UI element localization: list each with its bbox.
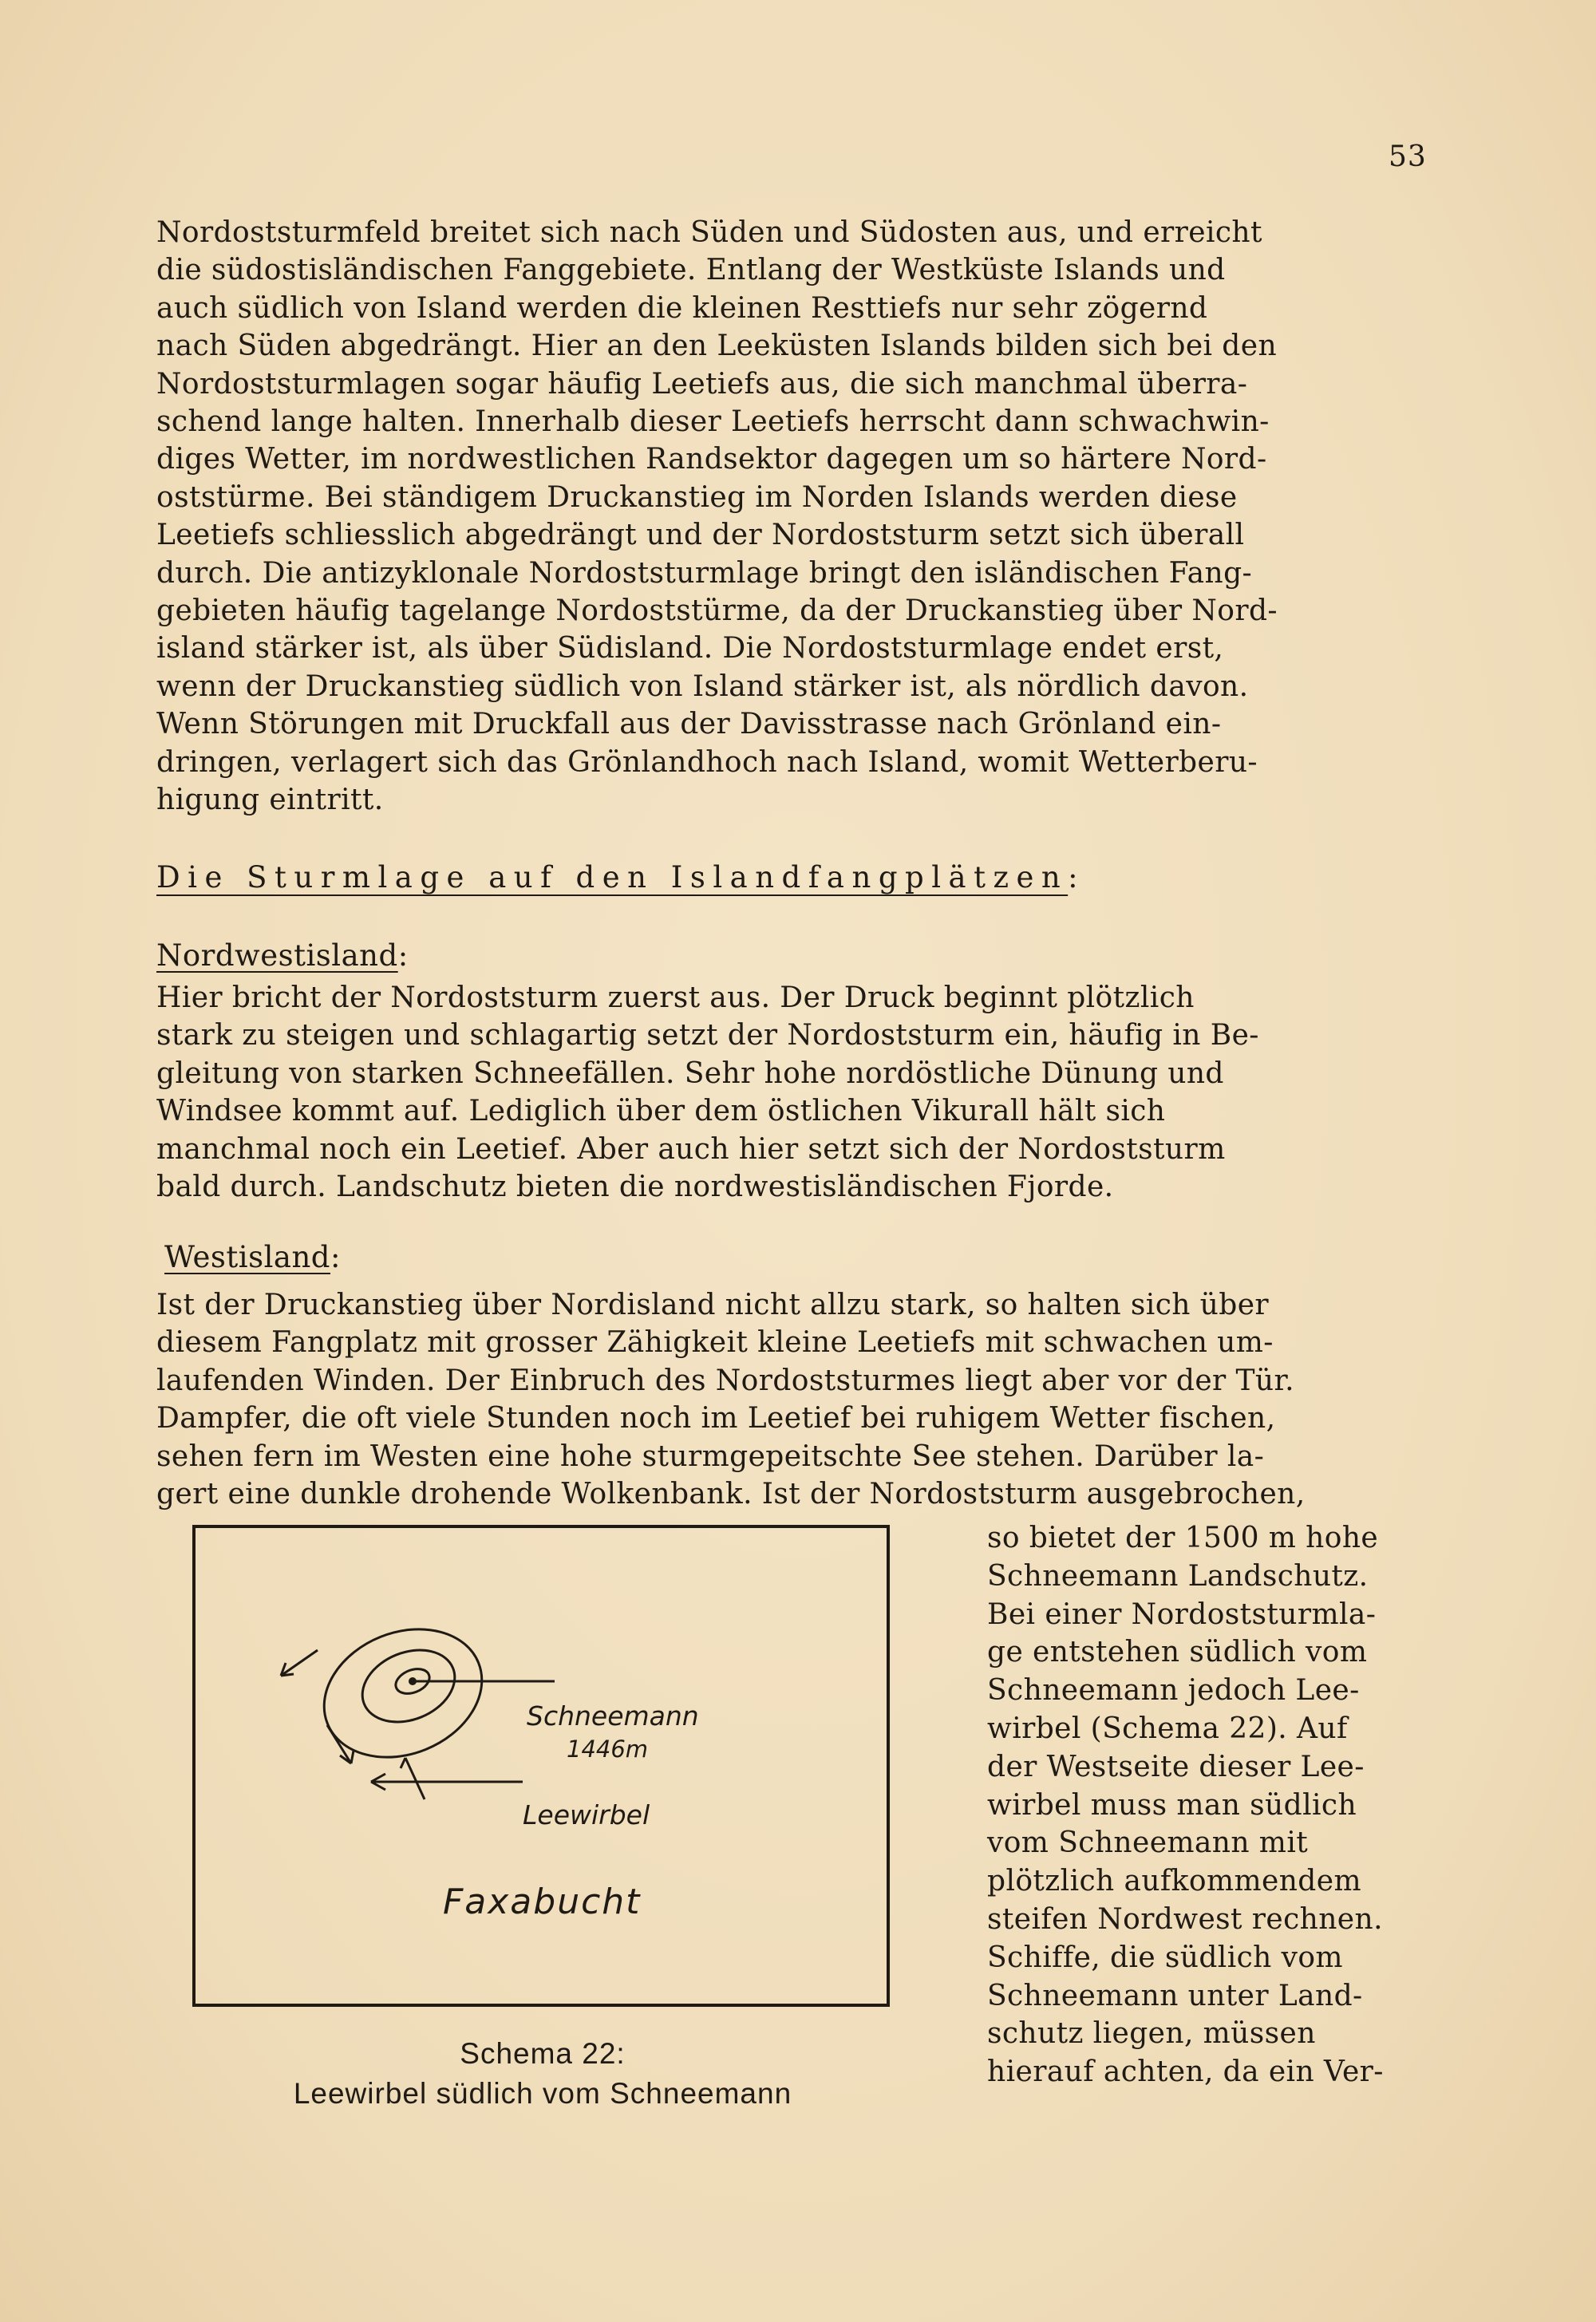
subheading-westisland bbox=[164, 1240, 341, 1274]
text-line: Nordoststurmlagen sogar häufig Leetiefs aus, die sich manchmal überra- bbox=[156, 367, 1248, 401]
wind-arrow-northwest-icon bbox=[281, 1650, 318, 1676]
diagram-frame bbox=[194, 1526, 888, 2005]
text-line: Ist der Druckanstieg über Nordisland nicht allzu stark, so halten sich über bbox=[156, 1289, 1270, 1321]
paragraph-westisland-side bbox=[987, 1519, 1458, 2091]
section-heading-title: Die Sturmlage auf den Islandfangplätzen bbox=[156, 860, 1069, 894]
text-line: Schneemann Landschutz. bbox=[987, 1559, 1369, 1593]
caption-description: Leewirbel südlich vom Schneemann bbox=[293, 2077, 792, 2110]
paragraph-nordwestisland bbox=[156, 979, 1449, 1206]
text-line: die südostisländischen Fanggebiete. Entlang der Westküste Islands und bbox=[156, 254, 1226, 287]
paragraph-westisland bbox=[156, 1286, 1449, 1513]
label-faxabucht: Faxabucht bbox=[443, 1882, 642, 1922]
text-line: manchmal noch ein Leetief. Aber auch hier setzt sich der Nordoststurm bbox=[156, 1132, 1226, 1166]
section-heading-colon: : bbox=[1068, 860, 1086, 894]
text-line: auch südlich von Island werden die kleinen Resttiefs nur sehr zögernd bbox=[156, 291, 1208, 325]
text-line: wirbel (Schema 22). Auf bbox=[987, 1712, 1348, 1745]
text-line: higung eintritt. bbox=[156, 784, 384, 817]
subheading-nordwestisland bbox=[156, 938, 409, 973]
text-line: hierauf achten, da ein Ver- bbox=[987, 2055, 1384, 2089]
text-line: gert eine dunkle drohende Wolkenbank. Ist der Nordoststurm ausgebrochen, bbox=[156, 1478, 1306, 1511]
text-line: schend lange halten. Innerhalb dieser Leetiefs herrscht dann schwachwin- bbox=[156, 405, 1270, 439]
text-line: der Westseite dieser Lee- bbox=[987, 1750, 1365, 1783]
text-line: stark zu steigen und schlagartig setzt der Nordoststurm ein, häufig in Be- bbox=[156, 1019, 1259, 1052]
text-line: Wenn Störungen mit Druckfall aus der Davisstrasse nach Grönland ein- bbox=[156, 708, 1222, 741]
text-line: ge entstehen südlich vom bbox=[987, 1636, 1368, 1669]
text-line: wenn der Druckanstieg südlich von Island stärker ist, als nördlich davon. bbox=[156, 669, 1249, 703]
text-line: Hier bricht der Nordoststurm zuerst aus. Der Druck beginnt plötzlich bbox=[156, 981, 1195, 1014]
label-schneemann: Schneemann bbox=[527, 1700, 699, 1732]
text-line: diges Wetter, im nordwestlichen Randsektor dagegen um so härtere Nord- bbox=[156, 443, 1267, 476]
wind-arrow-south-icon bbox=[327, 1725, 354, 1763]
label-leewirbel: Leewirbel bbox=[523, 1799, 650, 1830]
text-line: sehen fern im Westen eine hohe sturmgepeitschte See stehen. Darüber la- bbox=[156, 1439, 1265, 1473]
text-line: so bietet der 1500 m hohe bbox=[987, 1522, 1379, 1554]
paragraph-intro bbox=[156, 214, 1449, 819]
text-line: durch. Die antizyklonale Nordoststurmlage bringt den isländischen Fang- bbox=[156, 556, 1253, 590]
subheading-colon: : bbox=[397, 938, 409, 973]
text-line: bald durch. Landschutz bieten die nordwestisländischen Fjorde. bbox=[156, 1171, 1114, 1204]
text-line: laufenden Winden. Der Einbruch des Nordoststurmes liegt aber vor der Tür. bbox=[156, 1364, 1294, 1397]
text-line: oststürme. Bei ständigem Druckanstieg im Norden Islands werden diese bbox=[156, 480, 1238, 514]
caption-title: Schema 22: bbox=[460, 2037, 626, 2070]
page-number: 53 bbox=[1389, 140, 1427, 173]
label-schneemann-height: 1446m bbox=[567, 1736, 649, 1763]
vortex-middle-ring bbox=[352, 1637, 466, 1736]
text-line: nach Süden abgedrängt. Hier an den Leeküsten Islands bilden sich bei den bbox=[156, 330, 1278, 363]
text-line: Dampfer, die oft viele Stunden noch im Leetief bei ruhigem Wetter fischen, bbox=[156, 1402, 1276, 1435]
section-heading bbox=[156, 860, 1085, 894]
text-line: steifen Nordwest rechnen. bbox=[987, 1902, 1383, 1936]
subheading-westisland-title: Westisland bbox=[164, 1240, 330, 1274]
subheading-colon: : bbox=[330, 1240, 341, 1274]
text-line: Schneemann jedoch Lee- bbox=[987, 1674, 1360, 1708]
text-line: Schiffe, die südlich vom bbox=[987, 1941, 1343, 1974]
text-line: diesem Fangplatz mit grosser Zähigkeit kleine Leetiefs mit schwachen um- bbox=[156, 1326, 1274, 1360]
text-line: island stärker ist, als über Südisland. Die Nordoststurmlage endet erst, bbox=[156, 632, 1224, 665]
text-line: schutz liegen, müssen bbox=[987, 2017, 1316, 2051]
wind-barb-icon bbox=[401, 1758, 425, 1799]
text-line: Leetiefs schliesslich abgedrängt und der Nordoststurm setzt sich überall bbox=[156, 519, 1245, 552]
text-line: Nordoststurmfeld breitet sich nach Süden und Südosten aus, und erreicht bbox=[156, 216, 1262, 249]
schema-22-diagram bbox=[192, 1524, 894, 2011]
text-line: vom Schneemann mit bbox=[987, 1826, 1309, 1860]
text-line: plötzlich aufkommendem bbox=[987, 1865, 1361, 1898]
text-line: Schneemann unter Land- bbox=[987, 1979, 1363, 2012]
text-line: gebieten häufig tagelange Nordoststürme, da der Druckanstieg über Nord- bbox=[156, 594, 1278, 628]
text-line: Windsee kommt auf. Lediglich über dem östlichen Vikurall hält sich bbox=[156, 1095, 1166, 1128]
text-line: gleitung von starken Schneefällen. Sehr hohe nordöstliche Dünung und bbox=[156, 1056, 1224, 1090]
text-line: dringen, verlagert sich das Grönlandhoch nach Island, womit Wetterberu- bbox=[156, 745, 1258, 779]
text-line: Bei einer Nordoststurmla- bbox=[987, 1597, 1377, 1631]
text-line: wirbel muss man südlich bbox=[987, 1788, 1357, 1822]
subheading-nordwestisland-title: Nordwestisland bbox=[156, 938, 398, 973]
